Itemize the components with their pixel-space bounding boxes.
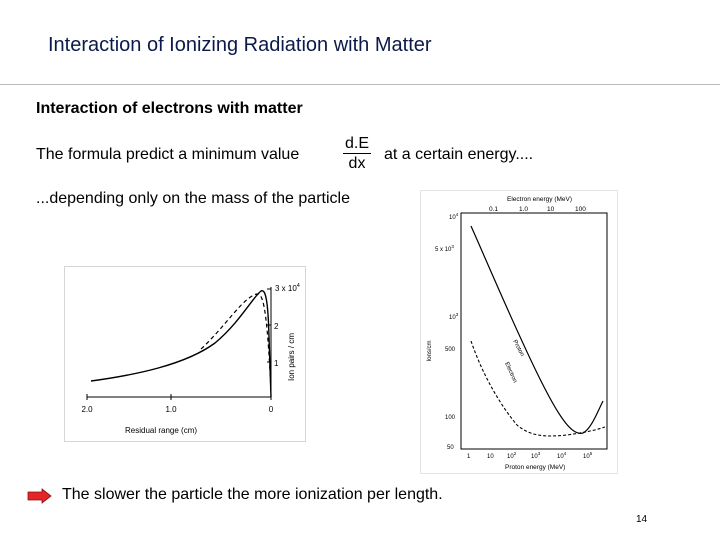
top-tick-label: 10 bbox=[547, 206, 555, 213]
formula-sentence: The formula predict a minimum value bbox=[36, 146, 300, 163]
x-tick-label: 1.0 bbox=[165, 405, 177, 414]
bottom-tick-label: $10^4$ bbox=[557, 451, 567, 460]
x-tick-label: 0 bbox=[268, 405, 274, 414]
y-tick-label: 100 bbox=[445, 415, 456, 421]
bragg-curve-figure bbox=[64, 266, 306, 442]
solid-curve bbox=[91, 291, 271, 397]
proton-curve-label: Proton bbox=[511, 339, 525, 358]
bottom-tick-label: 1 bbox=[467, 454, 471, 460]
electron-curve-label: Electron bbox=[503, 361, 518, 384]
y-tick-label-top: 3 x $10^4$ bbox=[275, 283, 300, 293]
page-number: 14 bbox=[636, 514, 648, 525]
section-heading: Interaction of electrons with matter bbox=[36, 100, 303, 117]
top-tick-label: 100 bbox=[575, 206, 586, 213]
top-tick-label: 1.0 bbox=[519, 206, 529, 213]
top-tick-label: 0.1 bbox=[489, 206, 499, 213]
fraction-denominator: dx bbox=[348, 155, 366, 172]
bottom-tick-label: 10 bbox=[487, 454, 494, 460]
bottom-tick-label: $10^5$ bbox=[583, 451, 593, 460]
y-tick-label: 1 bbox=[274, 359, 279, 368]
mass-dependence-text: ...depending only on the mass of the particle bbox=[36, 190, 350, 207]
dashed-curve bbox=[201, 294, 271, 391]
plot-frame bbox=[461, 213, 607, 449]
x-axis-label: Residual range (cm) bbox=[125, 426, 198, 435]
y-tick-label: 2 bbox=[274, 322, 279, 331]
dE-dx-fraction bbox=[343, 135, 371, 174]
conclusion-text: The slower the particle the more ionization per length. bbox=[62, 486, 443, 503]
arrow-right-icon bbox=[27, 488, 53, 504]
y-axis-label: Ion pairs / cm bbox=[287, 332, 296, 382]
top-axis-label: Electron energy (MeV) bbox=[507, 196, 573, 203]
bottom-tick-label: $10^3$ bbox=[531, 451, 541, 460]
slide-title: Interaction of Ionizing Radiation with Matter bbox=[48, 34, 432, 56]
y-tick-label: $10^4$ bbox=[449, 212, 459, 221]
title-divider bbox=[0, 84, 720, 85]
formula-sentence-tail: at a certain energy.... bbox=[384, 146, 534, 163]
y-axis-label: Ions/cm bbox=[427, 340, 433, 362]
fraction-numerator: d.E bbox=[344, 135, 369, 152]
electron-curve bbox=[471, 341, 605, 436]
bottom-axis-label: Proton energy (MeV) bbox=[505, 464, 566, 471]
y-tick-label: $10^3$ bbox=[449, 312, 459, 321]
y-tick-label: 50 bbox=[447, 445, 454, 451]
bragg-curve-svg bbox=[65, 267, 305, 441]
y-tick-label: 5 x $10^3$ bbox=[435, 244, 454, 253]
energy-loss-figure bbox=[420, 190, 618, 474]
proton-curve bbox=[471, 226, 603, 433]
bottom-tick-label: $10^2$ bbox=[507, 451, 517, 460]
y-tick-label: 500 bbox=[445, 347, 456, 353]
x-tick-label: 2.0 bbox=[81, 405, 93, 414]
energy-loss-svg bbox=[421, 191, 617, 473]
